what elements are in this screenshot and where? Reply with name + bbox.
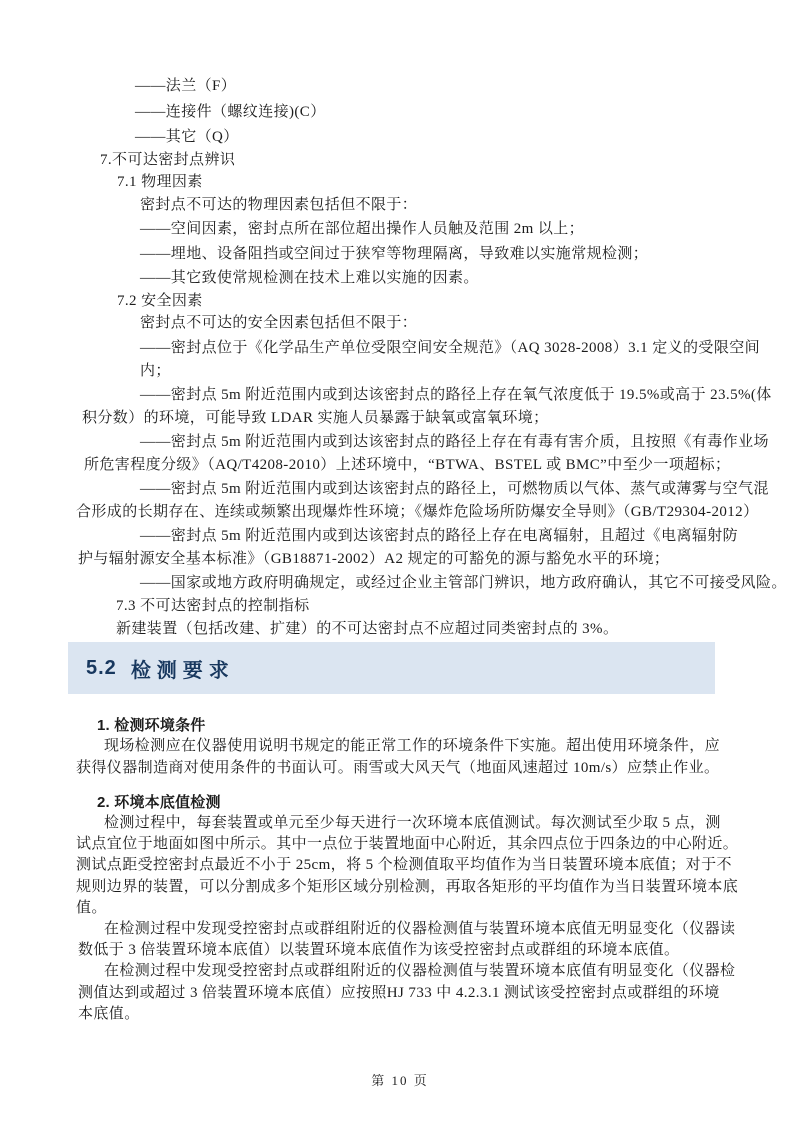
text-line: ——密封点 5m 附近范围内或到达该密封点的路径上存在有毒有害介质，且按照《有毒作业场 — [140, 434, 769, 451]
text-line: 所危害程度分级》（AQ/T4208-2010）上述环境中，“BTWA、BSTEL 或 BMC”中至少一项超标； — [84, 456, 731, 473]
text-line: 密封点不可达的物理因素包括但不限于： — [140, 196, 418, 213]
text-line: 密封点不可达的安全因素包括但不限于： — [140, 315, 418, 332]
section-heading-title: 检测要求 — [130, 659, 235, 682]
text-line: 7.2 安全因素 — [117, 292, 203, 309]
section-heading-band — [68, 642, 715, 694]
text-line: 试点宜位于地面如图中所示。其中一点位于装置地面中心附近，其余四点位于四条边的中心附近。 — [76, 836, 739, 853]
text-line: 获得仪器制造商对使用条件的书面认可。雨雪或大风天气（地面风速超过 10m/s）应禁止作业。 — [76, 759, 720, 776]
text-line: 在检测过程中发现受控密封点或群组附近的仪器检测值与装置环境本底值有明显变化（仪器检 — [104, 963, 736, 980]
section-7-unreachable-seal-points — [76, 75, 787, 640]
text-line: ——其它（Q） — [135, 129, 239, 146]
document-body — [76, 72, 787, 1025]
subheading-line: 2. 环境本底值检测 — [97, 793, 221, 811]
text-line: 7.3 不可达密封点的控制指标 — [116, 598, 310, 615]
text-line: ——国家或地方政府明确规定，或经过企业主管部门辨识，地方政府确认，其它不可接受风险。 — [140, 575, 787, 592]
text-line: 7.不可达密封点辨识 — [100, 151, 236, 168]
subheading-line: 1. 检测环境条件 — [97, 717, 206, 735]
text-line: 规则边界的装置，可以分割成多个矩形区域分别检测，再取各矩形的平均值作为当日装置环境本底 — [76, 878, 739, 895]
text-line: 在检测过程中发现受控密封点或群组附近的仪器检测值与装置环境本底值无明显变化（仪器读 — [104, 920, 736, 937]
text-line: 检测过程中，每套装置或单元至少每天进行一次环境本底值测试。每次测试至少取 5 点，测 — [104, 814, 721, 831]
text-line: 合形成的长期存在、连续或频繁出现爆炸性环境；《爆炸危险场所防爆安全导则》（GB/T29304-2012） — [76, 503, 759, 520]
text-line: ——埋地、设备阻挡或空间过于狭窄等物理隔离，导致难以实施常规检测； — [140, 245, 649, 262]
text-line: 积分数）的环境，可能导致 LDAR 实施人员暴露于缺氧或富氧环境； — [82, 409, 549, 426]
text-line: ——密封点 5m 附近范围内或到达该密封点的路径上存在电离辐射，且超过《电离辐射防 — [140, 528, 739, 545]
text-line: ——连接件（螺纹连接)(C） — [135, 103, 326, 120]
text-line: ——空间因素，密封点所在部位超出操作人员触及范围 2m 以上； — [140, 221, 585, 238]
section-5-2-detection-requirements — [76, 715, 739, 1025]
text-line: ——法兰（F） — [135, 78, 237, 94]
section-heading-number: 5.2 — [86, 656, 117, 679]
text-line: 本底值。 — [78, 1005, 140, 1022]
text-line: ——其它致使常规检测在技术上难以实施的因素。 — [140, 270, 479, 287]
text-line: ——密封点 5m 附近范围内或到达该密封点的路径上，可燃物质以气体、蒸气或薄雾与空气混 — [140, 481, 769, 498]
text-line: 测试点距受控密封点最近不小于 25cm，将 5 个检测值取平均值作为当日装置环境本底值；对于不 — [76, 857, 732, 874]
page-footer — [0, 1070, 800, 1089]
text-line: 新建装置（包括改建、扩建）的不可达密封点不应超过同类密封点的 3%。 — [116, 620, 619, 637]
text-line: 现场检测应在仪器使用说明书规定的能正常工作的环境条件下实施。超出使用环境条件，应 — [104, 738, 721, 755]
text-line: 内； — [140, 362, 171, 379]
text-line: 测值达到或超过 3 倍装置环境本底值）应按照HJ 733 中 4.2.3.1 测试该受控密封点或群组的环境 — [78, 984, 720, 1001]
text-line: 值。 — [76, 899, 107, 916]
text-line: ——密封点位于《化学品生产单位受限空间安全规范》（AQ 3028-2008）3.1 定义的受限空间 — [140, 340, 761, 357]
text-line: 数低于 3 倍装置环境本底值）以装置环境本底值作为该受控密封点或群组的环境本底值。 — [78, 942, 680, 959]
page-number: 第 10 页 — [371, 1073, 429, 1088]
text-line: 7.1 物理因素 — [117, 174, 203, 191]
text-line: ——密封点 5m 附近范围内或到达该密封点的路径上存在氧气浓度低于 19.5%或高于 23.5%(体 — [140, 387, 772, 404]
text-line: 护与辐射源安全基本标准》（GB18871-2002）A2 规定的可豁免的源与豁免水平的环境； — [78, 550, 670, 567]
